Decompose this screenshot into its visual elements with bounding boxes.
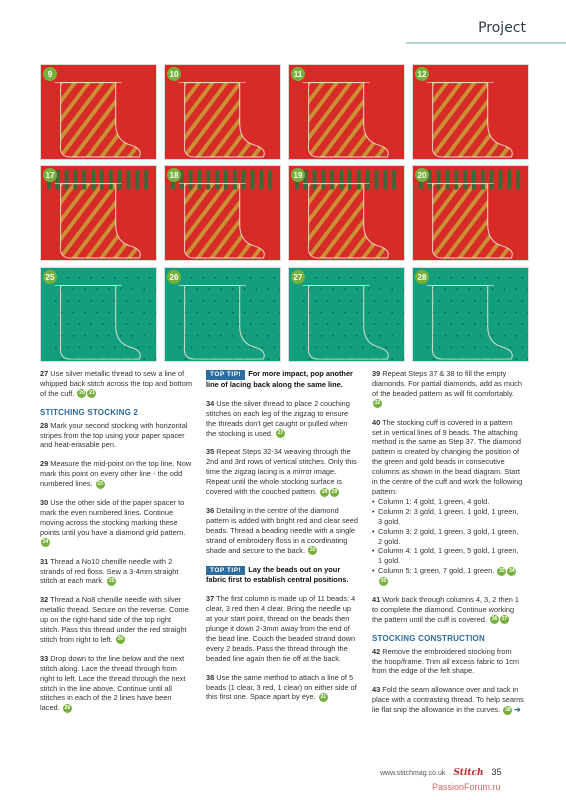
stocking-fabric-image <box>165 166 280 260</box>
stocking-fabric-image <box>289 268 404 361</box>
photo-ref-badge: 34 <box>509 567 515 574</box>
top-tip-1: TOP TIP! For more impact, pop another line of lacing back along the same line. <box>206 369 353 389</box>
stocking-fabric-image <box>165 65 280 159</box>
photo-ref-badge: 23 <box>97 480 103 487</box>
continue-arrow-icon: ➔ <box>514 705 521 715</box>
photo-ref-badge: 30 <box>309 547 316 554</box>
step-number-badge: 25 <box>43 270 57 284</box>
stocking-fabric-image <box>41 268 156 361</box>
photo-ref-badge: 28 <box>321 488 328 495</box>
step-33: 33 Drop down to the line below and the next stitch along. Lace the thread through from right to left. Lace the thread through the next stitch in the line above. Continue until all stitches in each of the 2 lines have been laced. 28 <box>40 653 186 713</box>
text-column-3 <box>372 369 524 724</box>
step-photo <box>164 64 281 160</box>
stocking-fabric-image <box>289 65 404 159</box>
page-footer <box>380 767 502 778</box>
photo-ref-badge: 21 <box>89 390 95 397</box>
stocking-fabric-image <box>165 268 280 361</box>
photo-ref-badge: 27 <box>277 430 284 437</box>
page-number: 35 <box>491 767 502 777</box>
step-39: 39 Repeat Steps 37 & 38 to fill the empty diamonds. For partial diamonds, add as much of the beaded pattern as will fit comfortably. 32 <box>372 369 522 407</box>
step-41: 41 Work back through columns 4, 3, 2 then 1 to complete the diamond. Continue working the pattern until the cuff is covered. 36 37 <box>372 595 519 624</box>
step-number-badge: 28 <box>415 270 429 284</box>
step-number-badge: 26 <box>167 270 181 284</box>
step-number-badge: 20 <box>415 168 429 182</box>
step-30: 30 Use the other side of the paper spacer to mark the even numbered lines. Continue moving across the stocking marking these points until you have a diamond grid pattern. 24 <box>40 498 186 546</box>
step-27: 27 Use silver metallic thread to sew a line of whipped back stitch across the top and bottom of the cuff. 20 21 <box>40 369 193 398</box>
footer-url[interactable]: www.stitchmag.co.uk <box>380 770 446 777</box>
photo-ref-badge: 32 <box>374 400 381 407</box>
step-37: 37 The first column is made up of 11 beads: 4 clear, 3 red then 4 clear. Bring the needle up at your start point, thread on the beads then plunge it down 2-3mm away from the end of the bead line. Couch the beaded strand down every 2 beads. Pass the thread through the beaded line again then tie off at the back. <box>206 594 356 663</box>
photo-ref-badge: 26 <box>117 636 124 643</box>
step-29: 29 Measure the mid-point on the top line. Now mark this point on every other line - the odd numbered lines. 23 <box>40 459 192 489</box>
photo-ref-badge: 25 <box>108 577 115 584</box>
step-photo <box>412 267 529 362</box>
step-photo <box>412 64 529 160</box>
step-number-badge: 27 <box>291 270 305 284</box>
section-title: Project <box>478 20 526 36</box>
photo-ref-badge: 28 <box>64 704 71 711</box>
step-42: 42 Remove the embroidered stocking from the hoop/frame. Trim all excess fabric to 1cm from the edge of the felt shape. <box>372 646 520 676</box>
photo-ref-badge: 31 <box>320 694 327 701</box>
photo-ref-badge: 36 <box>491 616 498 623</box>
list-item: • Column 3: 2 gold, 1 green, 3 gold, 1 green, 2 gold. <box>372 527 524 547</box>
step-number-badge: 19 <box>291 168 305 182</box>
stocking-fabric-image <box>41 65 156 159</box>
step-number-badge: 18 <box>167 168 181 182</box>
step-photo <box>288 165 405 261</box>
step-photo <box>288 267 405 362</box>
header-rule <box>406 42 566 44</box>
photo-ref-badge: 24 <box>42 539 49 546</box>
bead-pattern-list <box>372 497 524 586</box>
step-34: 34 Use the silver thread to place 2 couching stitches on each leg of the zigzag to ensure the threads don't get caught or pulled when the stocking is used. 27 <box>206 398 350 438</box>
step-35: 35 Repeat Steps 32-34 weaving through the 2nd and 3rd rows of vertical stitches. Only this time the zigzag lacing is a mirror image. Repeat until the whole stocking surface is covered with the couched pattern. 28 29 <box>206 447 357 497</box>
photo-ref-badge: 37 <box>501 616 508 623</box>
stocking-fabric-image <box>413 268 528 361</box>
photo-ref-badge: 38 <box>504 706 511 713</box>
magazine-logo: Stitch <box>453 768 484 778</box>
heading-stocking-construction: STOCKING CONSTRUCTION <box>372 633 485 643</box>
step-number-badge: 12 <box>415 67 429 81</box>
list-item: • Column 4: 1 gold, 1 green, 5 gold, 1 green, 1 gold. <box>372 546 524 566</box>
step-photo <box>412 165 529 261</box>
photo-ref-badge: 35 <box>380 577 387 584</box>
step-28: 28 Mark your second stocking with horizontal stripes from the top using your paper spacer and heat-erasable pen. <box>40 420 188 450</box>
step-number-badge: 17 <box>43 168 57 182</box>
step-38: 38 Use the same method to attach a line of 5 beads (1 clear, 3 red, 1 clear) on either side of this first one. Space apart by eye. 31 <box>206 672 357 702</box>
text-column-1 <box>40 369 192 722</box>
stocking-fabric-image <box>289 166 404 260</box>
top-tip-2: TOP TIP! Lay the beads out on your fabric first to establish central positions. <box>206 564 349 585</box>
page-header <box>0 12 566 48</box>
list-item: • Column 1: 4 gold, 1 green, 4 gold. <box>372 497 524 507</box>
text-column-2 <box>206 369 358 711</box>
step-31: 31 Thread a No10 chenille needle with 2 strands of red floss. Sew a 3-4mm straight stitch at each mark. 25 <box>40 556 179 586</box>
step-photo <box>164 267 281 362</box>
stocking-fabric-image <box>413 166 528 260</box>
step-photo <box>40 267 157 362</box>
list-item: • Column 5: 1 green, 7 gold, 1 green. 33 3435 <box>372 566 524 586</box>
step-36: 36 Detailing in the centre of the diamond pattern is added with bright red and clear seed beads. Thread a beading needle with a single strand of embroidery floss in a coordinating shade and secure to the back. 30 <box>206 505 359 555</box>
stocking-fabric-image <box>41 166 156 260</box>
photo-ref-badge: 29 <box>331 488 338 495</box>
step-photo <box>164 165 281 261</box>
step-40: 40 The stocking cuff is covered in a pattern set in vertical lines of 9 beads. The attaching method is the same as Step 37. The diamond pattern is created by changing the position of the green and gold beads in consecutive columns as shown in the bead diagram. Start in the centre of the cuff and work the following pattern: <box>372 417 523 496</box>
step-photo <box>40 64 157 160</box>
step-number-badge: 10 <box>167 67 181 81</box>
step-43: 43 Fold the seam allowance over and tack in place with a contrasting thread. To help seams lie flat snip the allowance in the curves. 38 ➔ <box>372 685 524 715</box>
list-item: • Column 2: 3 gold, 1 green, 1 gold, 1 green, 3 gold. <box>372 507 524 527</box>
photo-ref-badge: 20 <box>79 390 85 397</box>
photo-ref-badge: 33 <box>499 567 505 574</box>
heading-stitching-stocking-2: STITCHING STOCKING 2 <box>40 407 139 417</box>
step-number-badge: 9 <box>43 67 57 81</box>
stocking-fabric-image <box>413 65 528 159</box>
step-photo <box>40 165 157 261</box>
step-number-badge: 11 <box>291 67 305 81</box>
watermark: PassionForum.ru <box>432 782 501 792</box>
step-photo <box>288 64 405 160</box>
step-32: 32 Thread a No8 chenille needle with silver metallic thread. Secure on the reverse. Come up on the right-hand side of the top right stitch. Pass this thread under the red straight stitch from right to left. 26 <box>40 595 189 644</box>
